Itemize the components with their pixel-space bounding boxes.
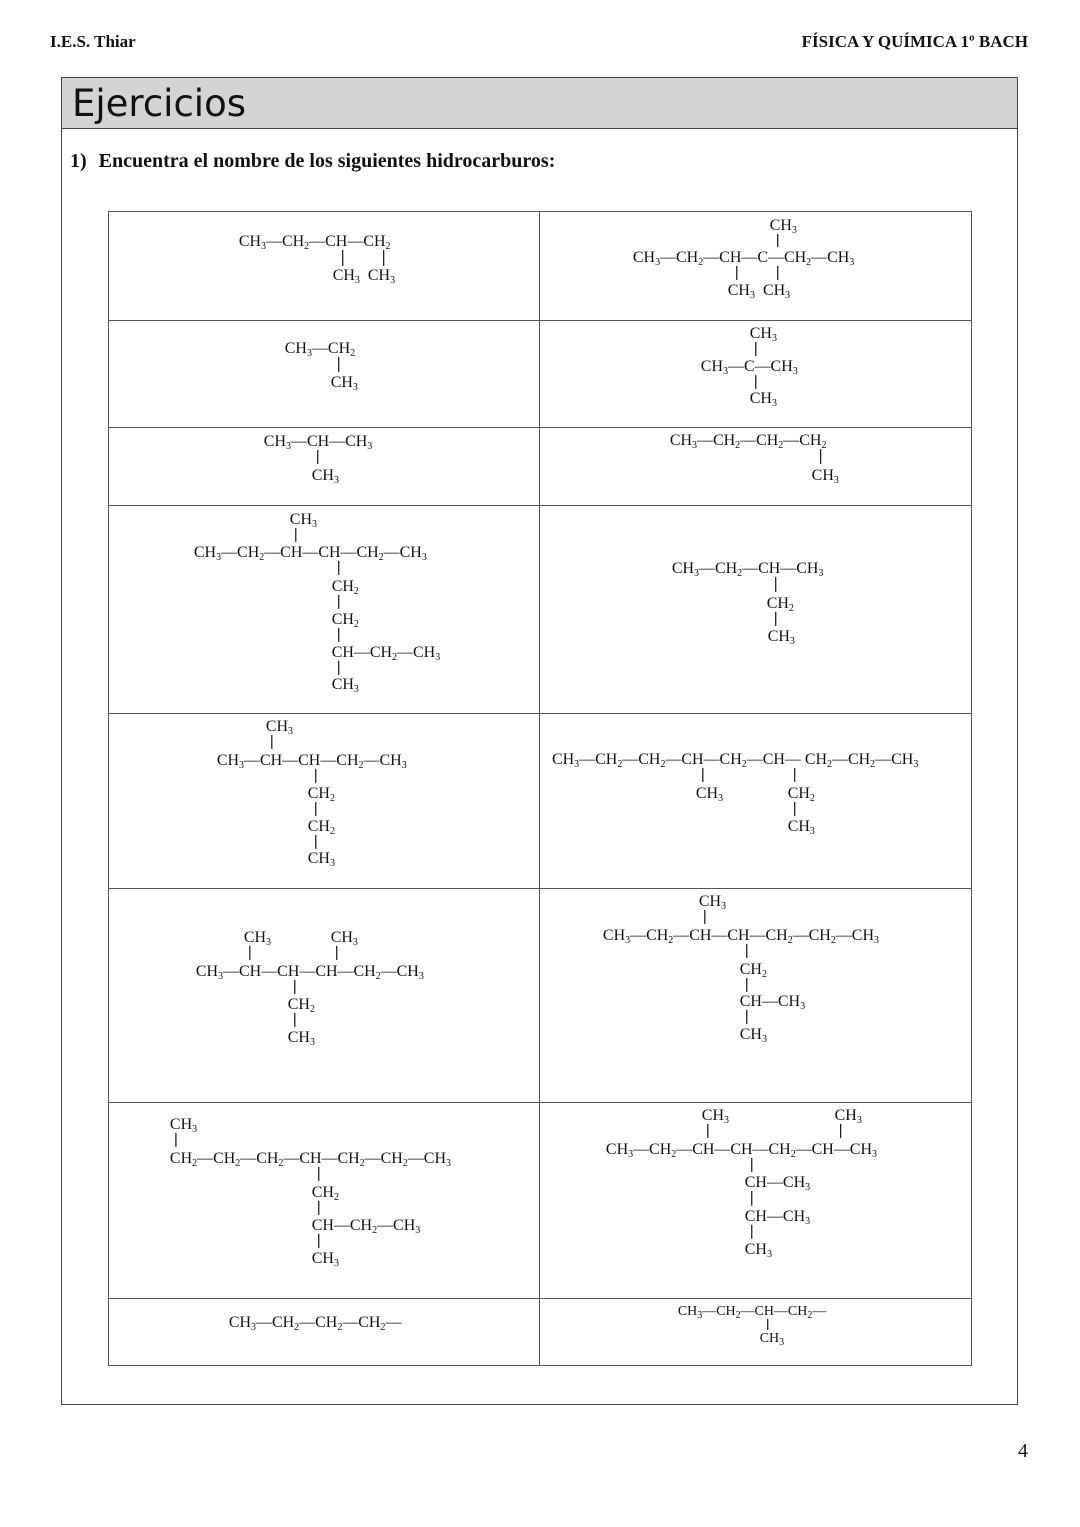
svg-text:CH—CH3: CH—CH3 (744, 1207, 810, 1227)
formula-cell (109, 1298, 540, 1365)
formula-cell (539, 1298, 972, 1365)
formula-2-2 (540, 321, 972, 427)
svg-text:CH2: CH2 (739, 961, 767, 981)
svg-text:CH3—CH—CH—CH—CH2—CH3: CH3—CH—CH—CH—CH2—CH3 (195, 963, 424, 983)
section-title: Ejercicios (72, 82, 246, 125)
formula-cell (539, 427, 972, 505)
section-title-bar (62, 78, 1017, 129)
svg-text:CH3: CH3 (701, 1106, 729, 1126)
svg-text:CH3: $CH_3$ (759, 1330, 784, 1348)
svg-text:CH3—CH2—CH—CH2—: $CH_3—CH_2—CH—CH_2—$ (677, 1303, 826, 1321)
svg-text:CH3—CH2—CH2—CH2—: CH3—CH2—CH2—CH2— (228, 1313, 402, 1333)
formula-cell (539, 1102, 972, 1298)
formula-2-1 (109, 321, 539, 427)
svg-text:CH3CH3: CH3 CH3 (332, 266, 396, 286)
svg-text:CH2: CH2 (766, 594, 794, 614)
svg-text:CH3: CH3 (834, 1106, 862, 1126)
exercise-text: Encuentra el nombre de los siguientes hidrocarburos: (98, 150, 556, 172)
svg-text:CH3: CH3 (811, 466, 839, 486)
formula-cell (109, 320, 540, 427)
svg-text:CH3—CH2—CH—CH—CH2—CH2—CH3: CH3—CH2—CH—CH—CH2—CH2—CH3 (602, 927, 879, 947)
formula-1-2 (540, 212, 972, 320)
svg-text:CH3: CH3 (243, 929, 272, 949)
page-number: 4 (1018, 1440, 1028, 1462)
svg-text:CH—CH3: CH—CH3 (744, 1173, 810, 1193)
formula-7-1 (109, 1103, 539, 1298)
svg-text:CH3: CH3 (287, 1029, 315, 1049)
formula-3-1 (109, 428, 539, 505)
svg-text:CH3: CH3 (311, 1249, 339, 1269)
svg-text:CH3: CH3 (307, 850, 335, 870)
svg-text:CH3—CH—CH—CH2—CH3: CH3—CH—CH—CH2—CH3 (216, 752, 407, 772)
formula-1-1 (109, 212, 539, 320)
svg-text:CH3: CH3 (311, 466, 339, 486)
svg-text:CH3—CH2—CH2—CH2: CH3—CH2—CH2—CH2 (669, 431, 826, 451)
svg-text:CH2: CH2 (331, 577, 359, 597)
svg-text:CH3CH3: CH3 CH3 (727, 281, 790, 301)
svg-text:CH3: CH3 (749, 389, 777, 409)
formula-cell (539, 320, 972, 427)
formula-table (108, 211, 972, 1366)
svg-text:CH3: CH3 (744, 1240, 772, 1260)
svg-text:CH3—CH2—CH2—CH—CH2—CH— CH2—CH2: CH3—CH2—CH2—CH—CH2—CH— CH2—CH2—CH3 (551, 751, 918, 771)
svg-text:CH3: CH3 (330, 373, 358, 393)
svg-text:CH3—CH2—CH—CH—CH2—CH—CH3: CH3—CH2—CH—CH—CH2—CH—CH3 (605, 1140, 877, 1160)
formula-8-1 (109, 1299, 539, 1365)
svg-text:CH3—CH2—CH—CH3: CH3—CH2—CH—CH3 (671, 559, 823, 579)
svg-text:CH2: CH2 (307, 818, 335, 838)
formula-4-2 (540, 506, 972, 714)
svg-text:CH3: CH3 (330, 929, 358, 949)
svg-text:CH—CH2—CH3: CH—CH2—CH3 (331, 643, 441, 663)
svg-text:CH3: CH3 (695, 785, 723, 805)
formula-cell (109, 714, 540, 889)
svg-text:CH2—CH2—CH2—CH—CH2—CH2—CH3: CH2—CH2—CH2—CH—CH2—CH2—CH3 (169, 1149, 451, 1169)
formula-6-1 (109, 889, 539, 1102)
svg-text:CH3—CH2: CH3—CH2 (284, 339, 356, 359)
school-name: I.E.S. Thiar (50, 32, 136, 51)
formula-3-2 (540, 428, 972, 505)
exercise-number: 1) (70, 150, 87, 172)
svg-text:CH3: CH3 (169, 1115, 198, 1135)
svg-text:CH3—C—CH3: CH3—C—CH3 (700, 357, 798, 377)
course-name: FÍSICA Y QUÍMICA 1º BACH (801, 32, 1028, 51)
formula-cell (109, 212, 540, 321)
svg-text:CH3: CH3 (767, 627, 795, 647)
formula-cell (109, 1102, 540, 1298)
svg-text:CH2: CH2 (787, 785, 815, 805)
formula-5-1 (109, 714, 539, 888)
formula-4-1 (109, 506, 539, 714)
svg-text:CH3: CH3 (787, 818, 815, 838)
svg-text:CH3: CH3 (739, 1026, 767, 1046)
svg-text:CH3: CH3 (769, 216, 797, 236)
svg-text:CH3—CH2—CH—CH—CH2—CH3: CH3—CH2—CH—CH—CH2—CH3 (193, 543, 427, 563)
formula-7-2 (540, 1103, 972, 1298)
svg-text:CH—CH3: CH—CH3 (739, 993, 805, 1013)
svg-text:CH2: CH2 (307, 785, 335, 805)
svg-text:CH3—CH—CH3: CH3—CH—CH3 (263, 432, 373, 452)
svg-text:CH2: CH2 (331, 610, 359, 630)
formula-cell (109, 889, 540, 1103)
formula-cell (539, 505, 972, 714)
formula-cell (539, 212, 972, 321)
svg-text:CH—CH2—CH3: CH—CH2—CH3 (311, 1216, 421, 1236)
formula-cell (109, 427, 540, 505)
formula-8-2 (540, 1299, 972, 1365)
formula-cell (109, 505, 540, 714)
formula-cell (539, 889, 972, 1103)
formula-5-2 (540, 714, 972, 888)
formula-cell (539, 714, 972, 889)
svg-text:CH3: CH3 (331, 675, 359, 695)
svg-text:CH2: CH2 (311, 1183, 339, 1203)
svg-text:CH3: CH3 (289, 510, 317, 530)
exercise-prompt (70, 150, 555, 173)
svg-text:CH3: CH3 (749, 324, 777, 344)
svg-text:CH3—CH2—CH—C—CH2—CH3: CH3—CH2—CH—C—CH2—CH3 (632, 248, 854, 268)
svg-text:CH3: CH3 (265, 718, 293, 738)
svg-text:CH2: CH2 (287, 996, 315, 1016)
formula-6-2 (540, 889, 972, 1102)
svg-text:CH3—CH2—CH—CH2: CH3—CH2—CH—CH2 (238, 232, 391, 252)
svg-text:CH3: CH3 (698, 893, 726, 913)
